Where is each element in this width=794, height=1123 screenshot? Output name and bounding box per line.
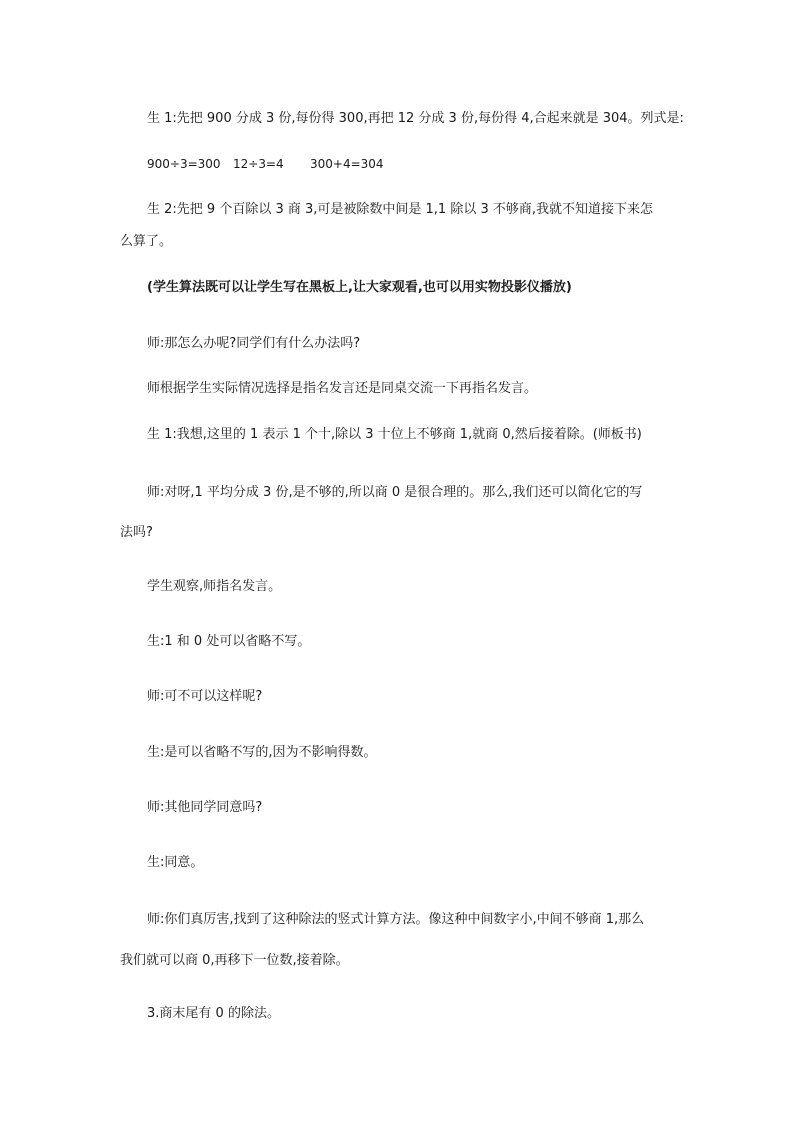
- paragraph-teacher-ask: 师:可不可以这样呢?: [147, 689, 263, 704]
- paragraph-student-omit: 生:1 和 0 处可以省略不写。: [147, 634, 311, 649]
- paragraph-teacher-simplify-line2: 法吗?: [120, 525, 153, 540]
- paragraph-teacher-simplify-line1: 师:对呀,1 平均分成 3 份,是不够的,所以商 0 是很合理的。那么,我们还可以简化它的写: [147, 485, 643, 500]
- paragraph-teacher-instruction: 师根据学生实际情况选择是指名发言还是同桌交流一下再指名发言。: [147, 381, 538, 396]
- paragraph-teacher-praise-line2: 我们就可以商 0,再移下一位数,接着除。: [120, 953, 349, 968]
- paragraph-student2-line2: 么算了。: [120, 234, 173, 249]
- equation-1: 900÷3=300: [147, 157, 221, 171]
- equation-2: 12÷3=4: [233, 157, 284, 171]
- paragraph-student-answer: 生:是可以省略不写的,因为不影响得数。: [147, 745, 377, 760]
- section-heading-3: 3.商末尾有 0 的除法。: [147, 1006, 280, 1021]
- paragraph-teacher-agree: 师:其他同学同意吗?: [147, 800, 263, 815]
- paragraph-teacher-praise-line1: 师:你们真厉害,找到了这种除法的竖式计算方法。像这种中间数字小,中间不够商 1,那么: [147, 912, 645, 927]
- paragraph-observe: 学生观察,师指名发言。: [147, 579, 282, 594]
- paragraph-student1-thought: 生 1:我想,这里的 1 表示 1 个十,除以 3 十位上不够商 1,就商 0,然后接着除。(师板书): [147, 427, 642, 442]
- paragraph-teacher-question: 师:那怎么办呢?同学们有什么办法吗?: [147, 336, 361, 351]
- paragraph-student2-line1: 生 2:先把 9 个百除以 3 商 3,可是被除数中间是 1,1 除以 3 不够商,我就不知道接下来怎: [147, 202, 653, 217]
- paragraph-note: (学生算法既可以让学生写在黑板上,让大家观看,也可以用实物投影仪播放): [147, 280, 572, 295]
- equation-3: 300+4=304: [310, 157, 384, 171]
- paragraph-student1-method: 生 1:先把 900 分成 3 份,每份得 300,再把 12 分成 3 份,每份得 4,合起来就是 304。列式是:: [147, 111, 684, 126]
- paragraph-student-agree: 生:同意。: [147, 855, 204, 870]
